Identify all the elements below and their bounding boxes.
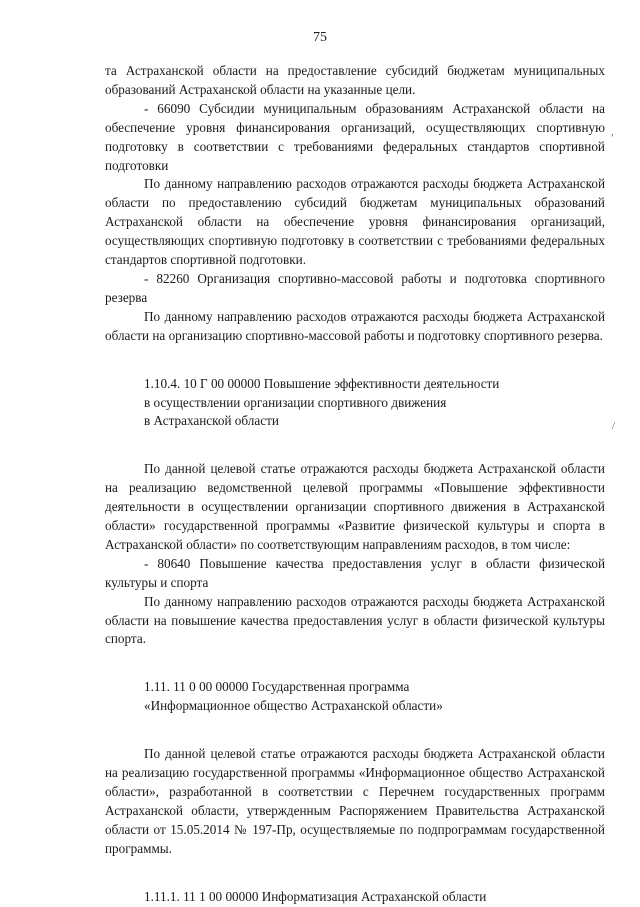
paragraph: та Астраханской области на предоставление субсидий бюджетам муниципальных образований Астраханской области на указанные цели. bbox=[105, 63, 605, 97]
section-heading-line: 1.11.1. 11 1 00 00000 Информатизация Астраханской области bbox=[144, 888, 487, 904]
paragraph: По данной целевой статье отражаются расходы бюджета Астраханской области на реализацию государственной программы «Информационное общество Астраханской области», разработанной в соответствии с Перечнем государственных программ Астраханской области, утвержденным Распоряжением Правительства Астраханской области от 15.05.2014 № 197-Пр, осуществляемые по подпрограммам государственной программы. bbox=[105, 746, 605, 856]
section-heading-line: 1.10.4. 10 Г 00 00000 Повышение эффективности деятельности bbox=[144, 375, 500, 391]
paragraph: - 82260 Организация спортивно-массовой работы и подготовка спортивного резерва bbox=[105, 270, 605, 305]
paragraph: По данному направлению расходов отражаются расходы бюджета Астраханской области на повышение качества предоставления услуг в области физической культуры спорта. bbox=[105, 593, 605, 647]
paragraph: - 80640 Повышение качества предоставления услуг в области физической культуры и спорта bbox=[105, 555, 605, 590]
paragraph: По данной целевой статье отражаются расходы бюджета Астраханской области на реализацию ведомственной целевой программы «Повышение эффективности деятельности в осуществлении организации спортивного движения в Астраханской области» государственной программы «Развитие физической культуры и спорта в Астраханской области» по соответствующим направлениям расходов, в том числе: bbox=[105, 461, 605, 552]
paragraph: По данному направлению расходов отражаются расходы бюджета Астраханской области на организацию спортивно-массовой работы и подготовку спортивного резерва. bbox=[105, 308, 605, 343]
document-body bbox=[105, 62, 605, 907]
page-number: 75 bbox=[313, 30, 327, 45]
section-heading-line: в Астраханской области bbox=[144, 413, 279, 429]
paragraph: - 66090 Субсидии муниципальным образованиям Астраханской области на обеспечение уровня финансирования организаций, осуществляющих спортивную подготовку в соответствии с требованиями федеральных стандартов спортивной подготовки bbox=[105, 100, 605, 173]
section-heading-line: «Информационное общество Астраханской области» bbox=[144, 698, 443, 714]
margin-mark: / bbox=[612, 420, 616, 432]
section-heading-line: в осуществлении организации спортивного движения bbox=[144, 394, 447, 410]
margin-mark: , bbox=[611, 126, 614, 138]
paragraph: По данному направлению расходов отражаются расходы бюджета Астраханской области по предоставлению субсидий бюджетам муниципальных образований Астраханской области на обеспечение уровня финансирования организаций, осуществляющих спортивную подготовку в соответствии с требованиями федеральных стандартов спортивной подготовки. bbox=[105, 176, 605, 268]
section-heading-line: 1.11. 11 0 00 00000 Государственная программа bbox=[144, 679, 410, 695]
